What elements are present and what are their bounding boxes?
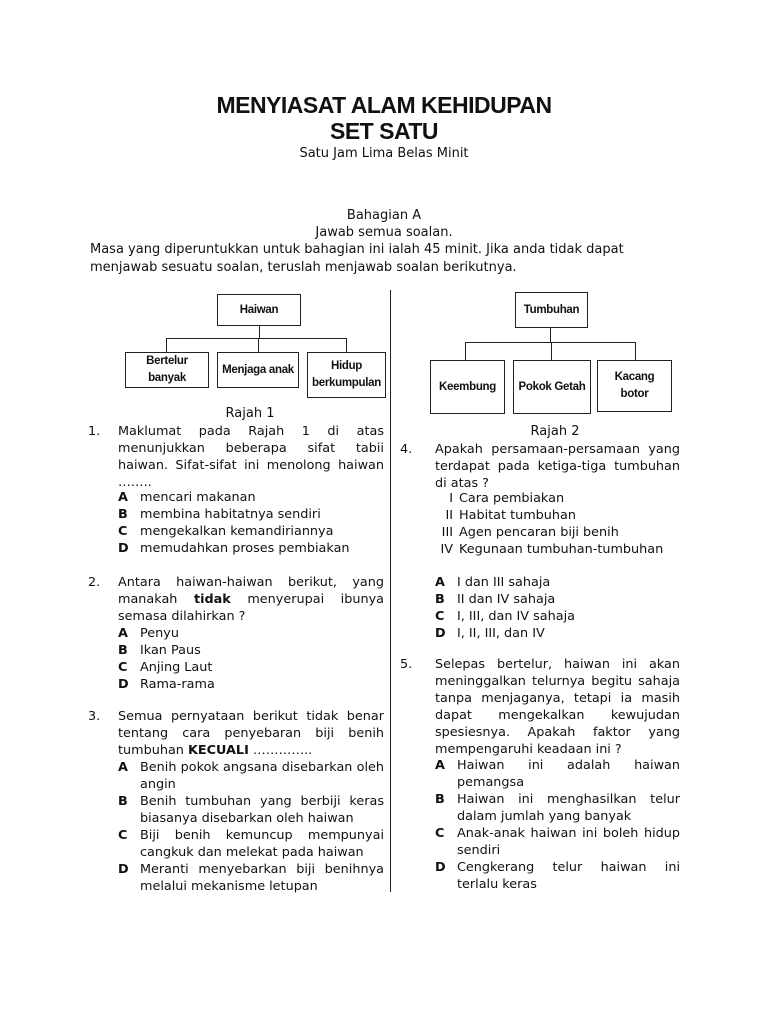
question-stem: Selepas bertelur, haiwan ini akan meninggalkan telurnya begitu sahaja tanpa menjaganya, tetapi ia masih dapat mengekalkan kewujudan spesiesnya. Apakah faktor yang mempengaruhi keadaan ini ? [435,657,680,757]
title-line-2: SET SATU [329,118,439,144]
column-divider [390,290,391,892]
diagram2-child-1: Keembung [430,360,505,414]
question-stem: Apakah persamaan-persamaan yang terdapat pada ketiga-tiga tumbuhan di atas ? [435,442,680,491]
stem-emphasis: KECUALI [187,743,249,758]
question-number: 5. [400,657,413,672]
diagram1-root-box: Haiwan [217,294,301,326]
diagram2-child-3: Kacang botor [597,360,672,412]
diagram1-child-3: Hidup berkumpulan [307,352,386,398]
question-stem: Antara haiwan-haiwan berikut, yang manakah tidak menyerupai ibunya semasa dilahirkan ? [118,575,384,624]
subtitle: Satu Jam Lima Belas Minit [299,146,469,161]
question-number: 4. [400,442,413,457]
diagram2-child-2: Pokok Getah [513,360,591,414]
question-number: 3. [88,709,101,724]
diagram2-root-box: Tumbuhan [515,292,588,328]
question-stem: Semua pernyataan berikut tidak benar tentang cara penyebaran biji benih tumbuhan KECUALI ………….. [118,709,384,758]
section-note: Masa yang diperuntukkan untuk bahagian ini ialah 45 minit. Jika anda tidak dapat menjawab sesuatu soalan, teruslah menjawab soalan berikutnya. [90,242,624,275]
question-number: 1. [88,424,101,439]
diagram1-child-2: Menjaga anak [217,352,299,388]
question-stem: Maklumat pada Rajah 1 di atas menunjukkan beberapa sifat tabii haiwan. Sifat-sifat ini menolong haiwan …….. [118,424,384,490]
diagram1-caption: Rajah 1 [225,406,275,421]
diagram1-child-1: Bertelur banyak [125,352,209,388]
section-name: Bahagian A [346,208,422,223]
stem-emphasis: tidak [193,592,231,607]
question-number: 2. [88,575,101,590]
diagram2-caption: Rajah 2 [530,424,580,439]
section-instruction: Jawab semua soalan. [315,225,453,240]
title-line-1: MENYIASAT ALAM KEHIDUPAN [216,92,552,118]
